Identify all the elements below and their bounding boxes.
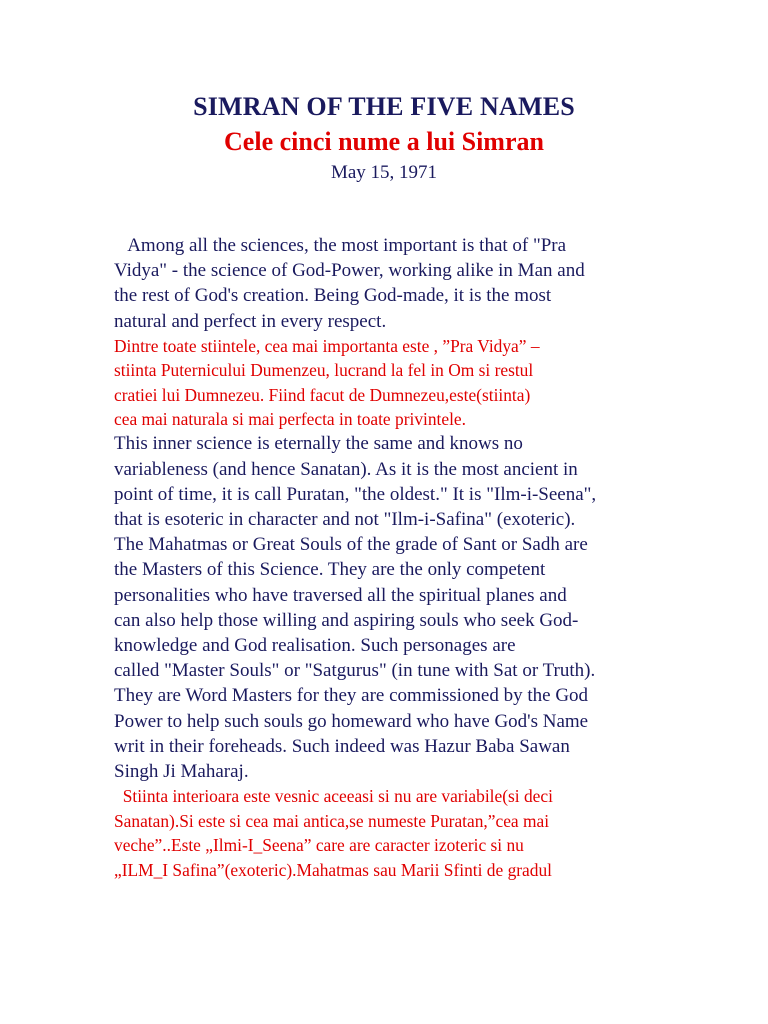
text-line: stiinta Puternicului Dumenzeu, lucrand la fel in Om si restul [114, 360, 534, 381]
text-line: cratiei lui Dumnezeu. Fiind facut de Dumnezeu,este(stiinta) [114, 384, 531, 405]
document-date: May 15, 1971 [330, 162, 438, 183]
document-body [114, 233, 674, 882]
text-line: the rest of God's creation. Being God-made, it is the most [114, 285, 552, 307]
document-subtitle: Cele cinci nume a lui Simran [224, 127, 544, 156]
text-line: Sanatan).Si este si cea mai antica,se numeste Puratan,”cea mai [114, 810, 550, 831]
text-line: point of time, it is call Puratan, "the oldest." It is "Ilm-i-Seena", [114, 483, 597, 505]
text-line: called "Master Souls" or "Satgurus" (in tune with Sat or Truth). [114, 660, 596, 682]
text-line: that is esoteric in character and not "Ilm-i-Safina" (exoteric). [114, 509, 576, 531]
paragraph-2-romanian [114, 784, 674, 882]
document-title: SIMRAN OF THE FIVE NAMES [193, 92, 575, 121]
text-line: The Mahatmas or Great Souls of the grade of Sant or Sadh are [114, 534, 588, 556]
text-line: the Masters of this Science. They are the only competent [114, 559, 546, 581]
text-line: Stiinta interioara este vesnic aceeasi si nu are variabile(si deci [114, 786, 553, 807]
paragraph-1-english [114, 233, 674, 334]
paragraph-1-romanian [114, 334, 674, 432]
text-line: Power to help such souls go homeward who have God's Name [114, 710, 589, 732]
text-line: Among all the sciences, the most important is that of "Pra [114, 235, 567, 256]
text-line: Dintre toate stiintele, cea mai importanta este , ”Pra Vidya” – [114, 335, 540, 356]
text-line: writ in their foreheads. Such indeed was Hazur Baba Sawan [114, 735, 570, 757]
paragraph-2-english [114, 431, 674, 784]
text-line: natural and perfect in every respect. [114, 310, 387, 332]
text-line: Vidya" - the science of God-Power, working alike in Man and [114, 260, 585, 282]
text-line: can also help those willing and aspiring souls who seek God- [114, 609, 579, 631]
text-line: personalities who have traversed all the spiritual planes and [114, 584, 567, 606]
text-line: knowledge and God realisation. Such personages are [114, 635, 516, 657]
text-line: „ILM_I Safina”(exoteric).Mahatmas sau Marii Sfinti de gradul [114, 859, 553, 880]
text-line: This inner science is eternally the same and knows no [114, 433, 523, 455]
text-line: They are Word Masters for they are commissioned by the God [114, 685, 589, 707]
text-line: veche”..Este „Ilmi-I_Seena” care are caracter izoteric si nu [114, 835, 524, 856]
text-line: cea mai naturala si mai perfecta in toate privintele. [114, 409, 466, 430]
text-line: Singh Ji Maharaj. [114, 761, 249, 783]
text-line: variableness (and hence Sanatan). As it is the most ancient in [114, 458, 578, 480]
